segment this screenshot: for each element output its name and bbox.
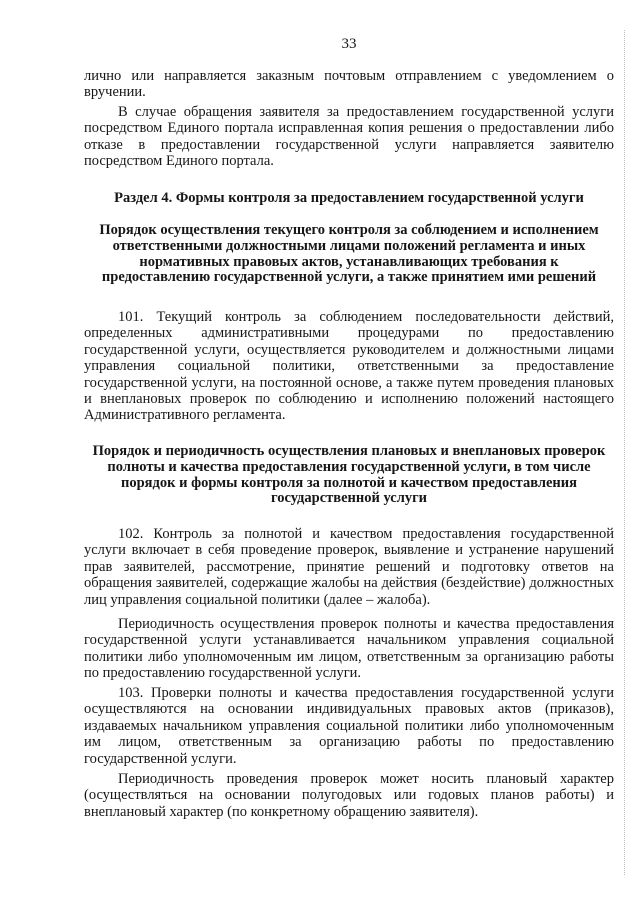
paragraph-101: 101. Текущий контроль за соблюдением последовательности действий, определенных административными процедурами по предоставлению государственной услуги, осуществляется руководителем и должностными лицами управления социальной политики, ответственными за предоставление государственной услуги, на постоянной основе, а также путем проведения плановых и внеплановых проверок по соблюдению и исполнению положений настоящего Административного регламента. xyxy=(84,309,614,424)
section-title: Раздел 4. Формы контроля за предоставлением государственной услуги xyxy=(114,190,584,206)
paragraph-epgu: В случае обращения заявителя за предоставлением государственной услуги посредством Единого портала исправленная копия решения о предоставлении либо отказе в предоставлении государственной услуги направляется заявителю посредством Единого портала. xyxy=(84,104,614,170)
scan-edge-line xyxy=(624,30,625,875)
paragraph-102-periodicity: Периодичность осуществления проверок полноты и качества предоставления государственной услуги устанавливается начальником управления социальной политики либо уполномоченным им лицом, ответственным за организацию работы по предоставлению государственной услуги. xyxy=(84,616,614,682)
paragraph-102: 102. Контроль за полнотой и качеством предоставления государственной услуги включает в себя проведение проверок, выявление и устранение нарушений прав заявителей, рассмотрение, принятие решений и подготовку ответов на обращения заявителей, содержащие жалобы на действия (бездействие) должностных лиц управления социальной политики (далее – жалоба). xyxy=(84,526,614,608)
page-number: 33 xyxy=(341,36,357,52)
heading-current-control: Порядок осуществления текущего контроля за соблюдением и исполнением ответственными должностными лицами положений регламента и иных нормативных правовых актов, устанавливающих требования к предоставлению государственной услуги, а также принятием ими решений xyxy=(99,222,599,286)
paragraph-103-periodicity: Периодичность проведения проверок может носить плановый характер (осуществляться на основании полугодовых или годовых планов работы) и внеплановый характер (по конкретному обращению заявителя). xyxy=(84,771,614,820)
document-page xyxy=(84,0,614,905)
paragraph-top: лично или направляется заказным почтовым отправлением с уведомлением о вручении. xyxy=(84,68,614,101)
paragraph-103: 103. Проверки полноты и качества предоставления государственной услуги осуществляются на основании индивидуальных правовых актов (приказов), издаваемых начальником управления социальной политики либо уполномоченным им лицом, ответственным за организацию работы по предоставлению государственной услуги. xyxy=(84,685,614,767)
heading-inspections: Порядок и периодичность осуществления плановых и внеплановых проверок полноты и качества предоставления государственной услуги, в том числе порядок и формы контроля за полнотой и качеством предоставления государственной услуги xyxy=(92,443,606,507)
